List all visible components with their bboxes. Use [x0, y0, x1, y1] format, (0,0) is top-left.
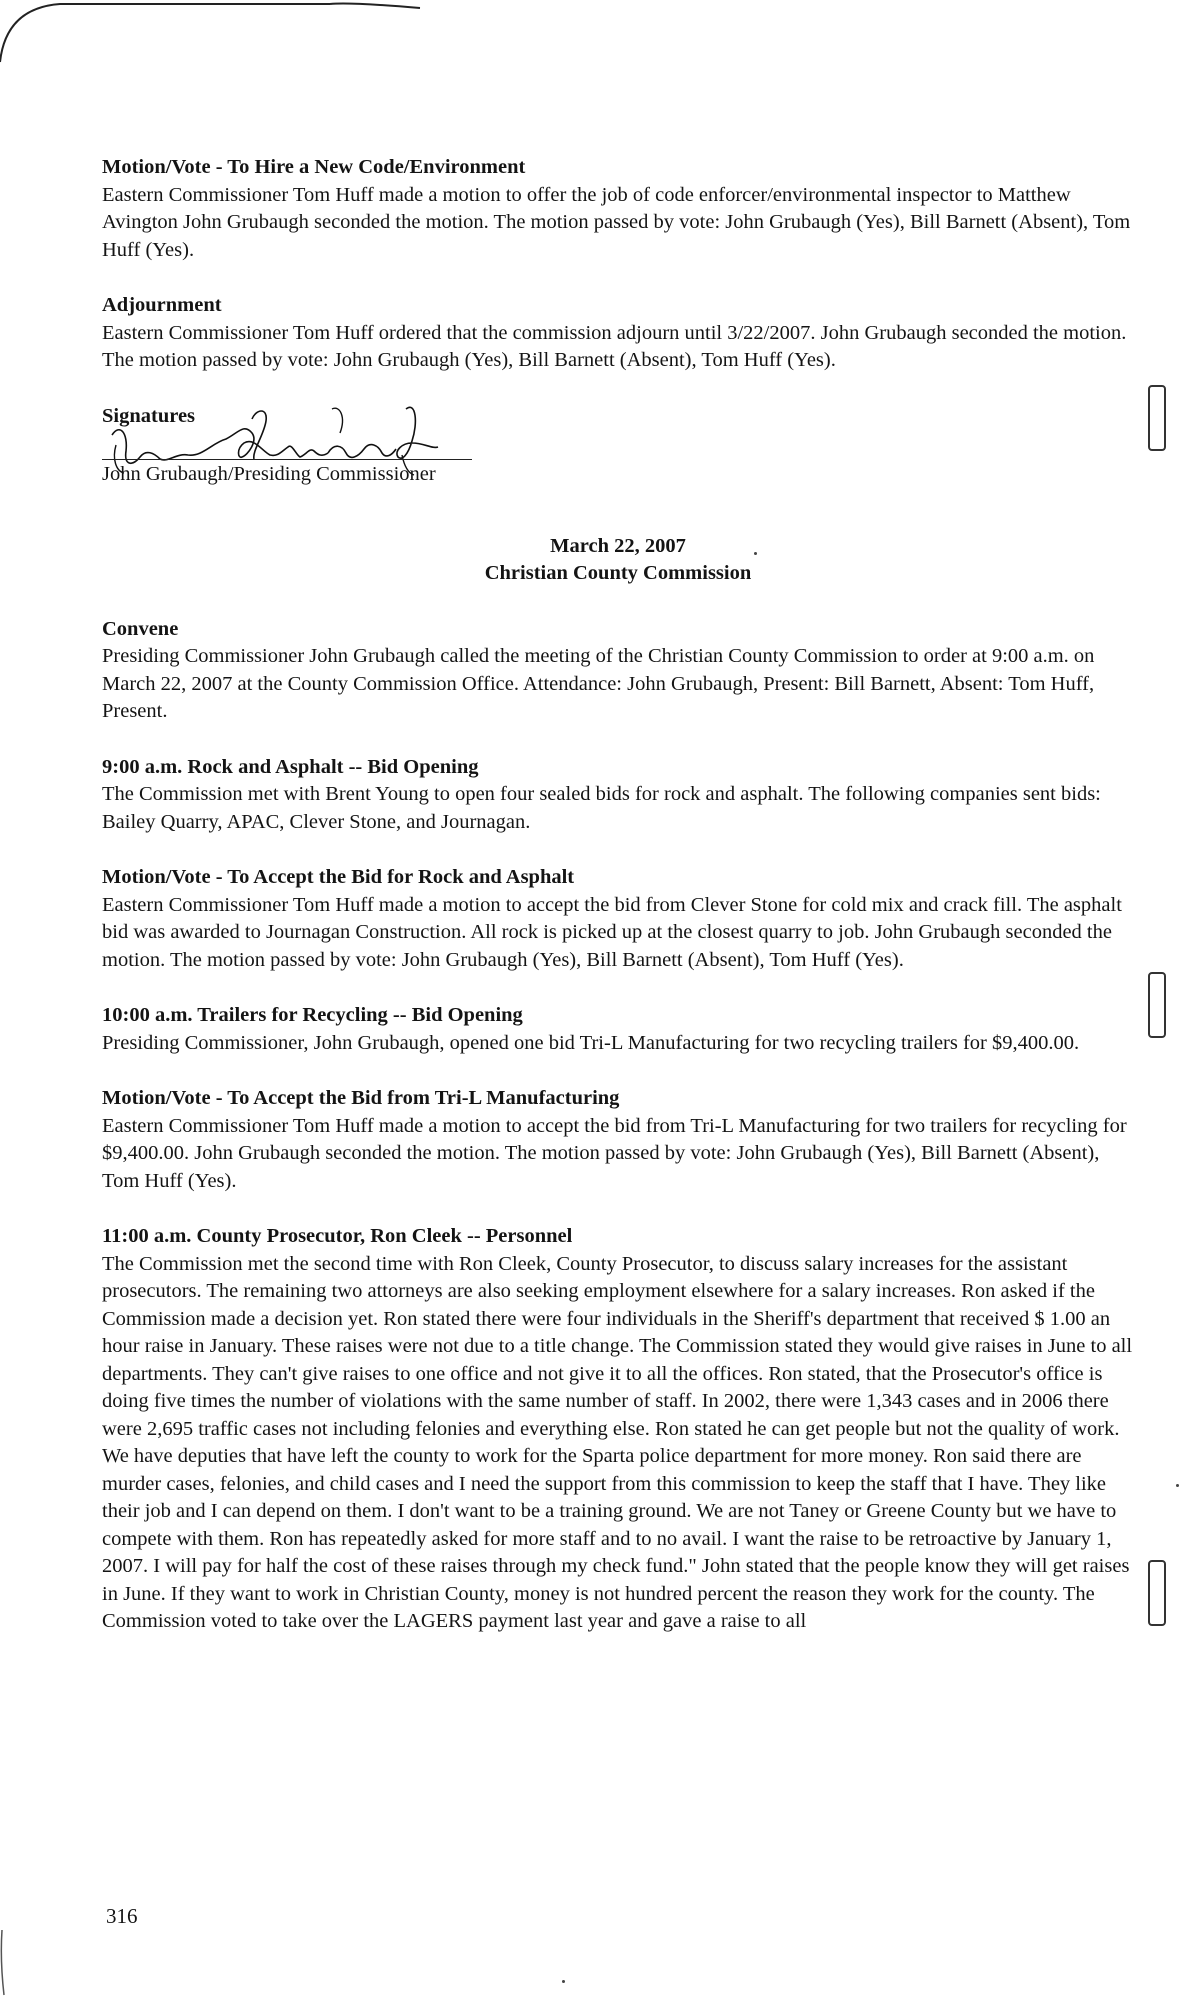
section-accept-tri-l	[102, 1085, 1134, 1195]
section-body: Eastern Commissioner Tom Huff made a motion to offer the job of code enforcer/environmental inspector to Matthew Avington John Grubaugh seconded the motion. The motion passed by vote: John Grubaugh (Yes), Bill Barnett (Absent), Tom Huff (Yes).	[102, 183, 1131, 261]
signature-line	[102, 459, 472, 460]
section-body: Presiding Commissioner, John Grubaugh, opened one bid Tri-L Manufacturing for two recycling trailers for $9,400.00.	[102, 1031, 1080, 1054]
section-heading: 10:00 a.m. Trailers for Recycling -- Bid Opening	[102, 1004, 523, 1026]
scan-speck	[1176, 1484, 1179, 1487]
section-accept-rock-asphalt	[102, 864, 1134, 974]
section-hire-code-environment	[102, 154, 1134, 264]
scan-speck	[754, 552, 757, 555]
section-heading: Convene	[102, 617, 179, 640]
section-heading: Motion/Vote - To Accept the Bid for Rock and Asphalt	[102, 866, 575, 888]
meeting-date: March 22, 2007	[550, 534, 686, 557]
section-convene	[102, 616, 1134, 726]
section-trailers-bid	[102, 1002, 1134, 1057]
section-heading: Adjournment	[102, 294, 222, 316]
section-adjournment	[102, 292, 1134, 375]
signatures-heading: Signatures	[102, 404, 196, 427]
section-body: Eastern Commissioner Tom Huff made a motion to accept the bid from Tri-L Manufacturing for two trailers for recycling for $9,400.00. John Grubaugh seconded the motion. The motion passed by vote: John Grubaugh (Yes), Bill Barnett (Absent), Tom Huff (Yes).	[102, 1114, 1127, 1192]
section-heading: Motion/Vote - To Hire a New Code/Environment	[102, 156, 526, 178]
section-body: The Commission met with Brent Young to open four sealed bids for rock and asphalt. The following companies sent bids: Bailey Quarry, APAC, Clever Stone, and Journagan.	[102, 783, 1101, 833]
section-body: The Commission met the second time with Ron Cleek, County Prosecutor, to discuss salary increases for the assistant prosecutors. The remaining two attorneys are also seeking employment elsewhere for a salary increases. Ron asked if the Commission made a decision yet. Ron stated there were four individuals in the Sheriff's department that received $ 1.00 an hour raise in January. These raises were not due to a title change. The Commission stated they would give raises in June to all departments. They can't give raises to one office and not give it to all the offices. Ron stated, that the Prosecutor's office is doing five times the number of violations with the same number of staff. In 2002, there were 1,343 cases and in 2006 there were 2,695 traffic cases not including felonies and everything else. Ron stated he can get people but not the quality of work. We have deputies that have left the county to work for the Sparta police department for more money. Ron said there are murder cases, felonies, and child cases and I need the support from this commission to keep the staff that I have. They like their job and I can depend on them. I don't want to be a training ground. We are not Taney or Greene County but we have to compete with them. Ron has repeatedly asked for more staff and to no avail. I want the raise to be retroactive by January 1, 2007. I will pay for half the cost of these raises through my check fund." John stated that the people know they will get raises in June. If they want to work in Christian County, money is not hundred percent the reason they work for the county. The Commission voted to take over the LAGERS payment last year and gave a raise to all	[102, 1252, 1133, 1632]
document-content	[102, 154, 1134, 1636]
meeting-body-name: Christian County Commission	[484, 562, 752, 584]
section-heading: Motion/Vote - To Accept the Bid from Tri-L Manufacturing	[102, 1087, 620, 1109]
margin-bracket-mark	[1148, 1560, 1166, 1626]
section-body: Presiding Commissioner John Grubaugh called the meeting of the Christian County Commission to order at 9:00 a.m. on March 22, 2007 at the County Commission Office. Attendance: John Grubaugh, Present: Bill Barnett, Absent: Tom Huff, Present.	[102, 645, 1095, 722]
scan-speck	[562, 1980, 565, 1983]
meeting-header	[102, 533, 1134, 588]
section-body: Eastern Commissioner Tom Huff made a motion to accept the bid from Clever Stone for cold mix and crack fill. The asphalt bid was awarded to Journagan Construction. All rock is picked up at the closest quarry to job. John Grubaugh seconded the motion. The motion passed by vote: John Grubaugh (Yes), Bill Barnett (Absent), Tom Huff (Yes).	[102, 893, 1122, 971]
section-body: Eastern Commissioner Tom Huff ordered that the commission adjourn until 3/22/2007. John Grubaugh seconded the motion. The motion passed by vote: John Grubaugh (Yes), Bill Barnett (Absent), Tom Huff (Yes).	[102, 321, 1127, 371]
section-heading: 9:00 a.m. Rock and Asphalt -- Bid Opening	[102, 755, 479, 778]
page-number: 316	[106, 1904, 138, 1928]
margin-bracket-mark	[1148, 972, 1166, 1038]
section-heading: 11:00 a.m. County Prosecutor, Ron Cleek -- Personnel	[102, 1225, 573, 1247]
section-prosecutor-personnel	[102, 1223, 1134, 1636]
signature-caption: John Grubaugh/Presiding Commissioner	[102, 462, 436, 485]
section-rock-asphalt-bid	[102, 754, 1134, 837]
margin-bracket-mark	[1148, 385, 1166, 451]
signatures-block	[102, 403, 1134, 507]
